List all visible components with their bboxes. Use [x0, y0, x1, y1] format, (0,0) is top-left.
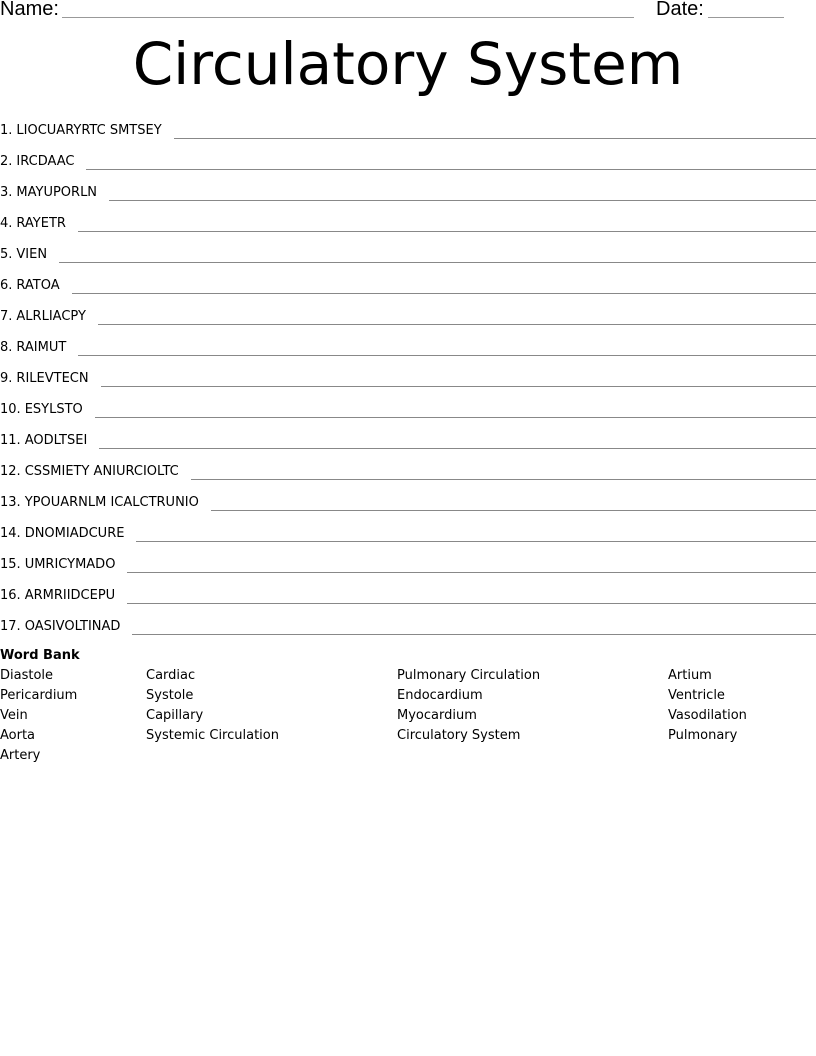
answer-line[interactable] [174, 138, 816, 139]
scrambled-word: OASIVOLTINAD [24, 619, 121, 634]
word-bank-column-3 [397, 666, 540, 746]
question-number: 17. [0, 619, 21, 634]
question-number: 10. [0, 402, 21, 417]
word-bank-item: Vasodilation [668, 708, 747, 723]
question-row [0, 172, 816, 203]
word-bank-item: Pulmonary [668, 728, 738, 743]
question-number: 13. [0, 495, 21, 510]
question-number: 16. [0, 588, 21, 603]
name-label: Name: [0, 0, 59, 20]
question-row [0, 327, 816, 358]
scrambled-word: ARMRIIDCEPU [24, 588, 116, 603]
answer-line[interactable] [78, 231, 816, 232]
question-number: 8. [0, 340, 13, 355]
question-text [0, 400, 95, 420]
word-bank-column-4 [668, 666, 747, 746]
question-number: 7. [0, 309, 13, 324]
answer-line[interactable] [211, 510, 816, 511]
question-row [0, 451, 816, 482]
scrambled-word: AODLTSEI [24, 433, 88, 448]
scrambled-word: UMRICYMADO [24, 557, 116, 572]
answer-line[interactable] [191, 479, 816, 480]
scrambled-word: ALRLIACPY [16, 309, 86, 324]
word-bank-item: Vein [0, 708, 28, 723]
scrambled-word: IRCDAAC [16, 154, 75, 169]
word-bank-column-1 [0, 666, 77, 766]
question-text [0, 245, 59, 265]
question-row [0, 513, 816, 544]
scrambled-word: VIEN [16, 247, 48, 262]
question-number: 12. [0, 464, 21, 479]
scrambled-word: RATOA [16, 278, 60, 293]
question-text [0, 214, 78, 234]
answer-line[interactable] [78, 355, 816, 356]
scrambled-word: YPOUARNLM ICALCTRUNIO [24, 495, 199, 510]
word-bank-item: Artery [0, 748, 41, 763]
scrambled-word: ESYLSTO [24, 402, 83, 417]
question-text [0, 121, 174, 141]
name-field-line[interactable] [62, 17, 634, 18]
answer-line[interactable] [98, 324, 816, 325]
answer-line[interactable] [72, 293, 816, 294]
answer-line[interactable] [86, 169, 816, 170]
page-title: Circulatory System [132, 30, 684, 98]
word-bank-item: Aorta [0, 728, 36, 743]
scrambled-word: RAIMUT [16, 340, 67, 355]
question-number: 11. [0, 433, 21, 448]
question-number: 14. [0, 526, 21, 541]
word-bank-item: Endocardium [397, 688, 483, 703]
word-bank-item: Myocardium [397, 708, 477, 723]
question-row [0, 110, 816, 141]
word-bank [0, 646, 816, 766]
question-number: 3. [0, 185, 13, 200]
question-text [0, 462, 191, 482]
date-field-line[interactable] [708, 17, 784, 18]
word-bank-item: Cardiac [146, 668, 196, 683]
question-row [0, 141, 816, 172]
word-bank-item: Ventricle [668, 688, 725, 703]
question-row [0, 203, 816, 234]
question-text [0, 617, 132, 637]
question-number: 5. [0, 247, 13, 262]
word-bank-title: Word Bank [0, 648, 80, 663]
word-bank-item: Pericardium [0, 688, 78, 703]
answer-line[interactable] [101, 386, 816, 387]
question-text [0, 307, 98, 327]
scrambled-word: RAYETR [16, 216, 66, 231]
question-text [0, 431, 99, 451]
word-bank-item: Artium [668, 668, 712, 683]
question-number: 2. [0, 154, 13, 169]
question-text [0, 369, 101, 389]
question-text [0, 183, 109, 203]
answer-line[interactable] [132, 634, 816, 635]
scrambled-word: RILEVTECN [16, 371, 89, 386]
answer-line[interactable] [109, 200, 816, 201]
question-text [0, 276, 72, 296]
question-row [0, 420, 816, 451]
word-bank-item: Pulmonary Circulation [397, 668, 541, 683]
question-text [0, 586, 127, 606]
question-text [0, 493, 211, 513]
scrambled-word: LIOCUARYRTC SMTSEY [16, 123, 162, 138]
question-row [0, 265, 816, 296]
answer-line[interactable] [136, 541, 816, 542]
word-bank-item: Diastole [0, 668, 54, 683]
question-number: 4. [0, 216, 13, 231]
question-list [0, 110, 816, 637]
answer-line[interactable] [99, 448, 816, 449]
word-bank-item: Systemic Circulation [146, 728, 279, 743]
question-text [0, 524, 136, 544]
question-row [0, 296, 816, 327]
question-number: 9. [0, 371, 13, 386]
word-bank-item: Circulatory System [397, 728, 521, 743]
question-row [0, 482, 816, 513]
question-row [0, 544, 816, 575]
scrambled-word: CSSMIETY ANIURCIOLTC [24, 464, 179, 479]
answer-line[interactable] [59, 262, 816, 263]
scrambled-word: DNOMIADCURE [24, 526, 125, 541]
question-row [0, 606, 816, 637]
question-number: 1. [0, 123, 13, 138]
question-row [0, 389, 816, 420]
question-text [0, 152, 86, 172]
answer-line[interactable] [127, 572, 816, 573]
date-label: Date: [656, 0, 704, 20]
worksheet-header [0, 0, 816, 24]
scrambled-word: MAYUPORLN [16, 185, 98, 200]
word-bank-item: Capillary [146, 708, 204, 723]
question-number: 6. [0, 278, 13, 293]
word-bank-item: Systole [146, 688, 194, 703]
question-row [0, 234, 816, 265]
answer-line[interactable] [95, 417, 816, 418]
question-number: 15. [0, 557, 21, 572]
question-text [0, 555, 127, 575]
question-row [0, 575, 816, 606]
question-row [0, 358, 816, 389]
word-bank-column-2 [146, 666, 279, 746]
question-text [0, 338, 78, 358]
word-bank-grid [0, 666, 816, 766]
answer-line[interactable] [127, 603, 816, 604]
